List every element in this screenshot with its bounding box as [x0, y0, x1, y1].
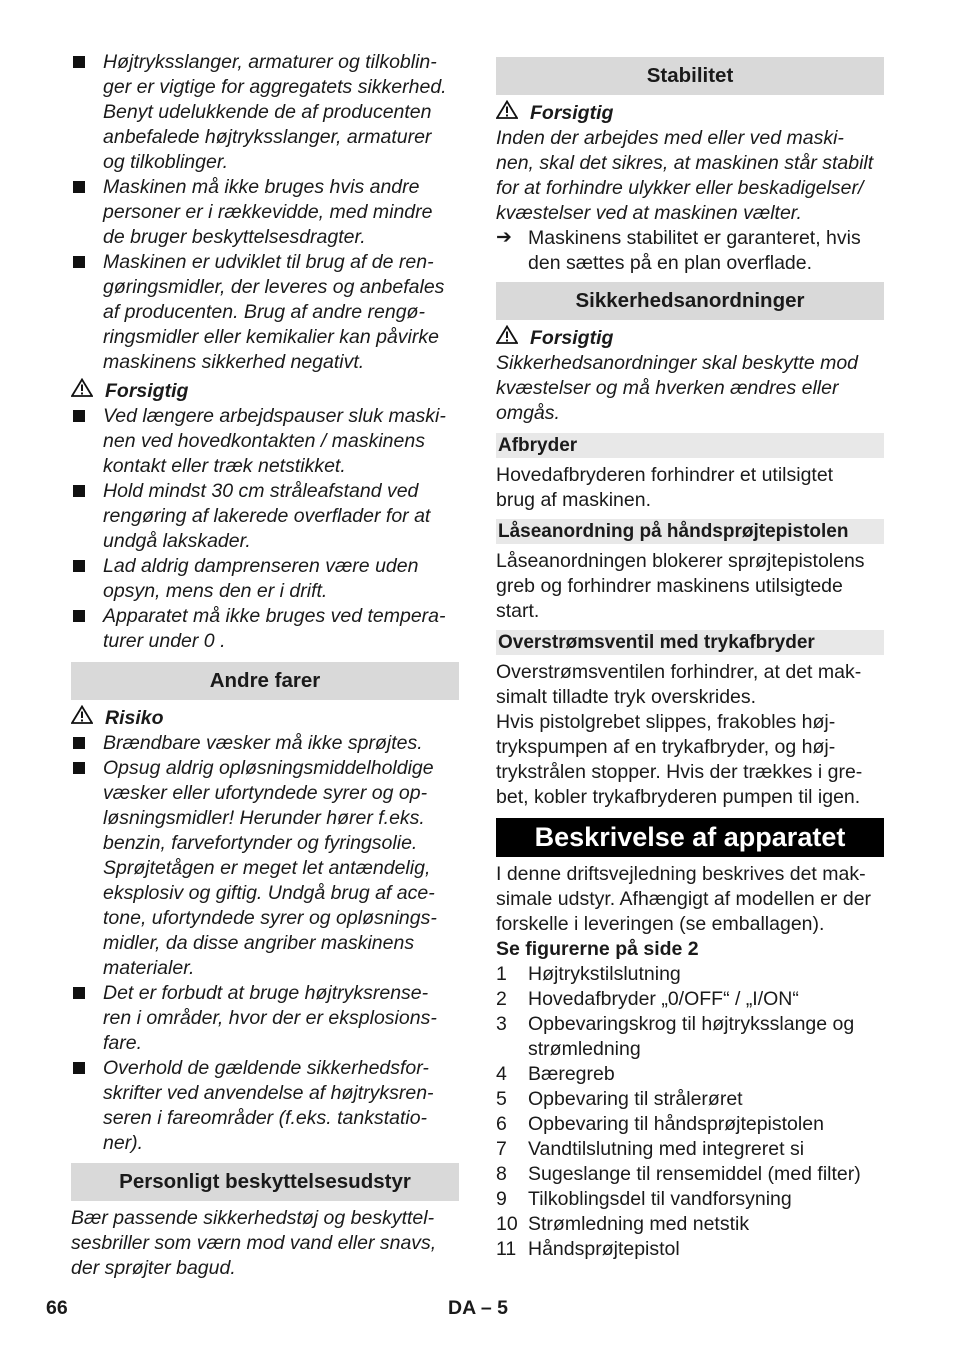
text-line: Hold mindst 30 cm stråleafstand ved [103, 480, 419, 502]
item-number: 6 [496, 1113, 507, 1135]
text-line: der sprøjter bagud. [71, 1257, 236, 1279]
item-number: 4 [496, 1063, 507, 1085]
chapter-heading-beskrivelse: Beskrivelse af apparatet [496, 818, 884, 857]
text-line: benzin, farvefortynder og fyringsolie. [103, 832, 418, 854]
caution-heading [496, 100, 884, 126]
personligt-paragraph [71, 1206, 459, 1281]
text-line: materialer. [103, 957, 195, 979]
afbryder-paragraph [496, 463, 884, 513]
caution-heading [71, 378, 459, 404]
text-line: Opbevaring til strålerøret [528, 1088, 743, 1110]
parts-list-item [496, 1012, 884, 1062]
bullet-list-caution [71, 404, 459, 654]
text-line: Maskinen er udviklet til brug af de ren- [103, 251, 434, 273]
parts-list-item [496, 1062, 884, 1087]
subheading-afbryder: Afbryder [496, 433, 884, 458]
text-line: forskelle i leveringen (se emballagen). [496, 913, 825, 935]
text-line: Højtryksslanger, armaturer og tilkoblin- [103, 51, 437, 73]
overstroemsventil-paragraph [496, 660, 884, 810]
parts-list-item [496, 1162, 884, 1187]
square-bullet-icon [73, 56, 85, 68]
text-line: kvæstelser og må hverken ændres eller [496, 377, 839, 399]
bullet-item [71, 479, 459, 554]
text-line: start. [496, 600, 540, 622]
text-line: skrifter ved anvendelse af højtryksren- [103, 1082, 434, 1104]
text-line: simale udstyr. Afhængigt af modellen er der [496, 888, 872, 910]
subheading-laaseanordning: Låseanordning på håndsprøjtepistolen [496, 519, 884, 544]
risk-heading [71, 705, 459, 731]
text-line: I denne driftsvejledning beskrives det mak- [496, 863, 866, 885]
text-line: Strømledning med netstik [528, 1213, 750, 1235]
bullet-item [71, 554, 459, 604]
square-bullet-icon [73, 1062, 85, 1074]
parts-list-item [496, 962, 884, 987]
text-line: Maskinen må ikke bruges hvis andre [103, 176, 420, 198]
text-line: midler, da disse angriber maskinens [103, 932, 415, 954]
bullet-item [71, 604, 459, 654]
section-heading-andre-farer: Andre farer [71, 662, 459, 700]
caution-label: Forsigtig [530, 326, 614, 349]
item-number: 5 [496, 1088, 507, 1110]
text-line: ner). [103, 1132, 144, 1154]
bullet-item [71, 1056, 459, 1156]
square-bullet-icon [73, 762, 85, 774]
text-line: Det er forbudt at bruge højtryksrense- [103, 982, 429, 1004]
text-line: Apparatet må ikke bruges ved tempera- [103, 605, 446, 627]
item-number: 10 [496, 1213, 518, 1235]
text-line: turer under 0 . [103, 630, 226, 652]
caution-label: Forsigtig [105, 379, 189, 402]
text-line: nen ved hovedkontakten / maskinens [103, 430, 425, 452]
text-line: greb og forhindrer maskinens utilsigtede [496, 575, 843, 597]
text-line: Bær passende sikkerhedstøj og beskyttel- [71, 1207, 435, 1229]
text-line: Ved længere arbejdspauser sluk maski- [103, 405, 446, 427]
text-line: af producenten. Brug af andre rengø- [103, 301, 425, 323]
text-line: Højtrykstilslutning [528, 963, 681, 985]
parts-list-item [496, 987, 884, 1012]
text-line: Sprøjtetågen er meget let antændelig, [103, 857, 431, 879]
text-line: omgås. [496, 402, 560, 424]
text-line: opsyn, mens den er i drift. [103, 580, 328, 602]
section-heading-sikkerhed: Sikkerhedsanordninger [496, 282, 884, 320]
text-line: maskinens sikkerhed negativt. [103, 351, 365, 373]
text-line: væsker eller ufortyndede syrer og op- [103, 782, 428, 804]
left-column [71, 50, 459, 1281]
bullet-item [71, 250, 459, 375]
bullet-list-risk [71, 731, 459, 1156]
parts-list-item [496, 1137, 884, 1162]
text-line: Tilkoblingsdel til vandforsyning [528, 1188, 792, 1210]
square-bullet-icon [73, 485, 85, 497]
text-line: trykstrålen stopper. Hvis der trækkes i gre- [496, 761, 863, 783]
laaseanordning-paragraph [496, 549, 884, 624]
text-line: Låseanordningen blokerer sprøjtepistolens [496, 550, 865, 572]
text-line: Sugeslange til rensemiddel (med filter) [528, 1163, 861, 1185]
parts-list-item [496, 1212, 884, 1237]
text-line: undgå lakskader. [103, 530, 251, 552]
text-line: Sikkerhedsanordninger skal beskytte mod [496, 352, 859, 374]
text-line: kvæstelser ved at maskinen vælter. [496, 202, 802, 224]
text-line: tone, ufortyndede syrer og opløsnings- [103, 907, 437, 929]
page-number: 66 [46, 1297, 68, 1319]
caution-heading [496, 325, 884, 351]
text-line: Hvis pistolgrebet slippes, frakobles høj- [496, 711, 836, 733]
text-line: ger er vigtige for aggregatets sikkerhed. [103, 76, 447, 98]
warning-icon [496, 325, 518, 351]
section-heading-stabilitet: Stabilitet [496, 57, 884, 95]
risk-label: Risiko [105, 706, 164, 729]
text-line: Lad aldrig damprenseren være uden [103, 555, 419, 577]
stabilitet-arrow-item [496, 226, 884, 276]
text-line: Opbevaringskrog til højtryksslange og [528, 1013, 855, 1035]
text-line: rengøring af lakerede overflader for at [103, 505, 431, 527]
text-line: Benyt udelukkende de af producenten [103, 101, 432, 123]
item-number: 7 [496, 1138, 507, 1160]
bullet-item [71, 756, 459, 981]
item-number: 9 [496, 1188, 507, 1210]
item-number: 11 [496, 1238, 517, 1260]
text-line: Opsug aldrig opløsningsmiddelholdige [103, 757, 434, 779]
parts-list-item [496, 1112, 884, 1137]
subheading-overstroemsventil: Overstrømsventil med trykafbryder [496, 630, 884, 655]
square-bullet-icon [73, 987, 85, 999]
bullet-item [71, 981, 459, 1056]
parts-list-item [496, 1187, 884, 1212]
text-line: Overstrømsventilen forhindrer, at det mak- [496, 661, 862, 683]
square-bullet-icon [73, 560, 85, 572]
square-bullet-icon [73, 181, 85, 193]
square-bullet-icon [73, 410, 85, 422]
item-number: 8 [496, 1163, 507, 1185]
square-bullet-icon [73, 737, 85, 749]
text-line: anbefalede højtryksslanger, armaturer [103, 126, 432, 148]
text-line: gøringsmidler, der leveres og anbefales [103, 276, 445, 298]
text-line: strømledning [528, 1038, 641, 1060]
parts-list-item [496, 1237, 884, 1262]
text-line: Håndsprøjtepistol [528, 1238, 680, 1260]
text-line: brug af maskinen. [496, 489, 652, 511]
bullet-item [71, 175, 459, 250]
item-number: 2 [496, 988, 507, 1010]
figure-reference: Se figurerne på side 2 [496, 938, 699, 960]
text-line: sesbriller som værn mod vand eller snavs, [71, 1232, 437, 1254]
parts-list-item [496, 1087, 884, 1112]
warning-icon [496, 100, 518, 126]
text-line: ringsmidler eller kemikalier kan påvirke [103, 326, 439, 348]
text-line: fare. [103, 1032, 143, 1054]
caution-label: Forsigtig [530, 101, 614, 124]
square-bullet-icon [73, 610, 85, 622]
bullet-item [71, 50, 459, 175]
text-line: Overhold de gældende sikkerhedsfor- [103, 1057, 429, 1079]
text-line: trykspumpen af en trykafbryder, og høj- [496, 736, 836, 758]
warning-icon [71, 378, 93, 404]
item-number: 1 [496, 963, 507, 985]
bullet-item [71, 731, 459, 756]
stabilitet-paragraph [496, 126, 884, 226]
section-heading-personligt: Personligt beskyttelsesudstyr [71, 1163, 459, 1201]
text-line: kontakt eller træk netstikket. [103, 455, 346, 477]
text-line: Vandtilslutning med integreret si [528, 1138, 805, 1160]
text-line: Bæregreb [528, 1063, 615, 1085]
text-line: for at forhindre ulykker eller beskadigelser/ [496, 177, 864, 199]
text-line: og tilkoblinger. [103, 151, 229, 173]
section-page-label: DA – 5 [448, 1297, 508, 1319]
text-line: Brændbare væsker må ikke sprøjtes. [103, 732, 423, 754]
beskrivelse-paragraph [496, 862, 884, 937]
warning-icon [71, 705, 93, 731]
text-line: Opbevaring til håndsprøjtepistolen [528, 1113, 824, 1135]
text-line: seren i fareområder (f.eks. tankstatio- [103, 1107, 428, 1129]
text-line: Hovedafbryder „0/OFF“ / „I/ON“ [528, 988, 799, 1010]
text-line: Inden der arbejdes med eller ved maski- [496, 127, 844, 149]
text-line: den sættes på en plan overflade. [528, 252, 813, 274]
bullet-item [71, 404, 459, 479]
text-line: ren i områder, hvor der er eksplosions- [103, 1007, 437, 1029]
sikkerhed-paragraph [496, 351, 884, 426]
text-line: løsningsmidler! Herunder hører f.eks. [103, 807, 425, 829]
text-line: simalt tilladte tryk overskrides. [496, 686, 757, 708]
arrow-right-icon: ➔ [496, 227, 512, 248]
text-line: Maskinens stabilitet er garanteret, hvis [528, 227, 861, 249]
square-bullet-icon [73, 256, 85, 268]
text-line: eksplosiv og giftig. Undgå brug af ace- [103, 882, 435, 904]
bullet-list-safety [71, 50, 459, 375]
parts-list [496, 962, 884, 1262]
item-number: 3 [496, 1013, 507, 1035]
right-column [496, 50, 884, 1262]
text-line: nen, skal det sikres, at maskinen står stabilt [496, 152, 874, 174]
text-line: personer er i rækkevidde, med mindre [103, 201, 433, 223]
text-line: bet, kobler trykafbryderen pumpen til igen. [496, 786, 861, 808]
text-line: Hovedafbryderen forhindrer et utilsigtet [496, 464, 834, 486]
text-line: de bruger beskyttelsesdragter. [103, 226, 366, 248]
